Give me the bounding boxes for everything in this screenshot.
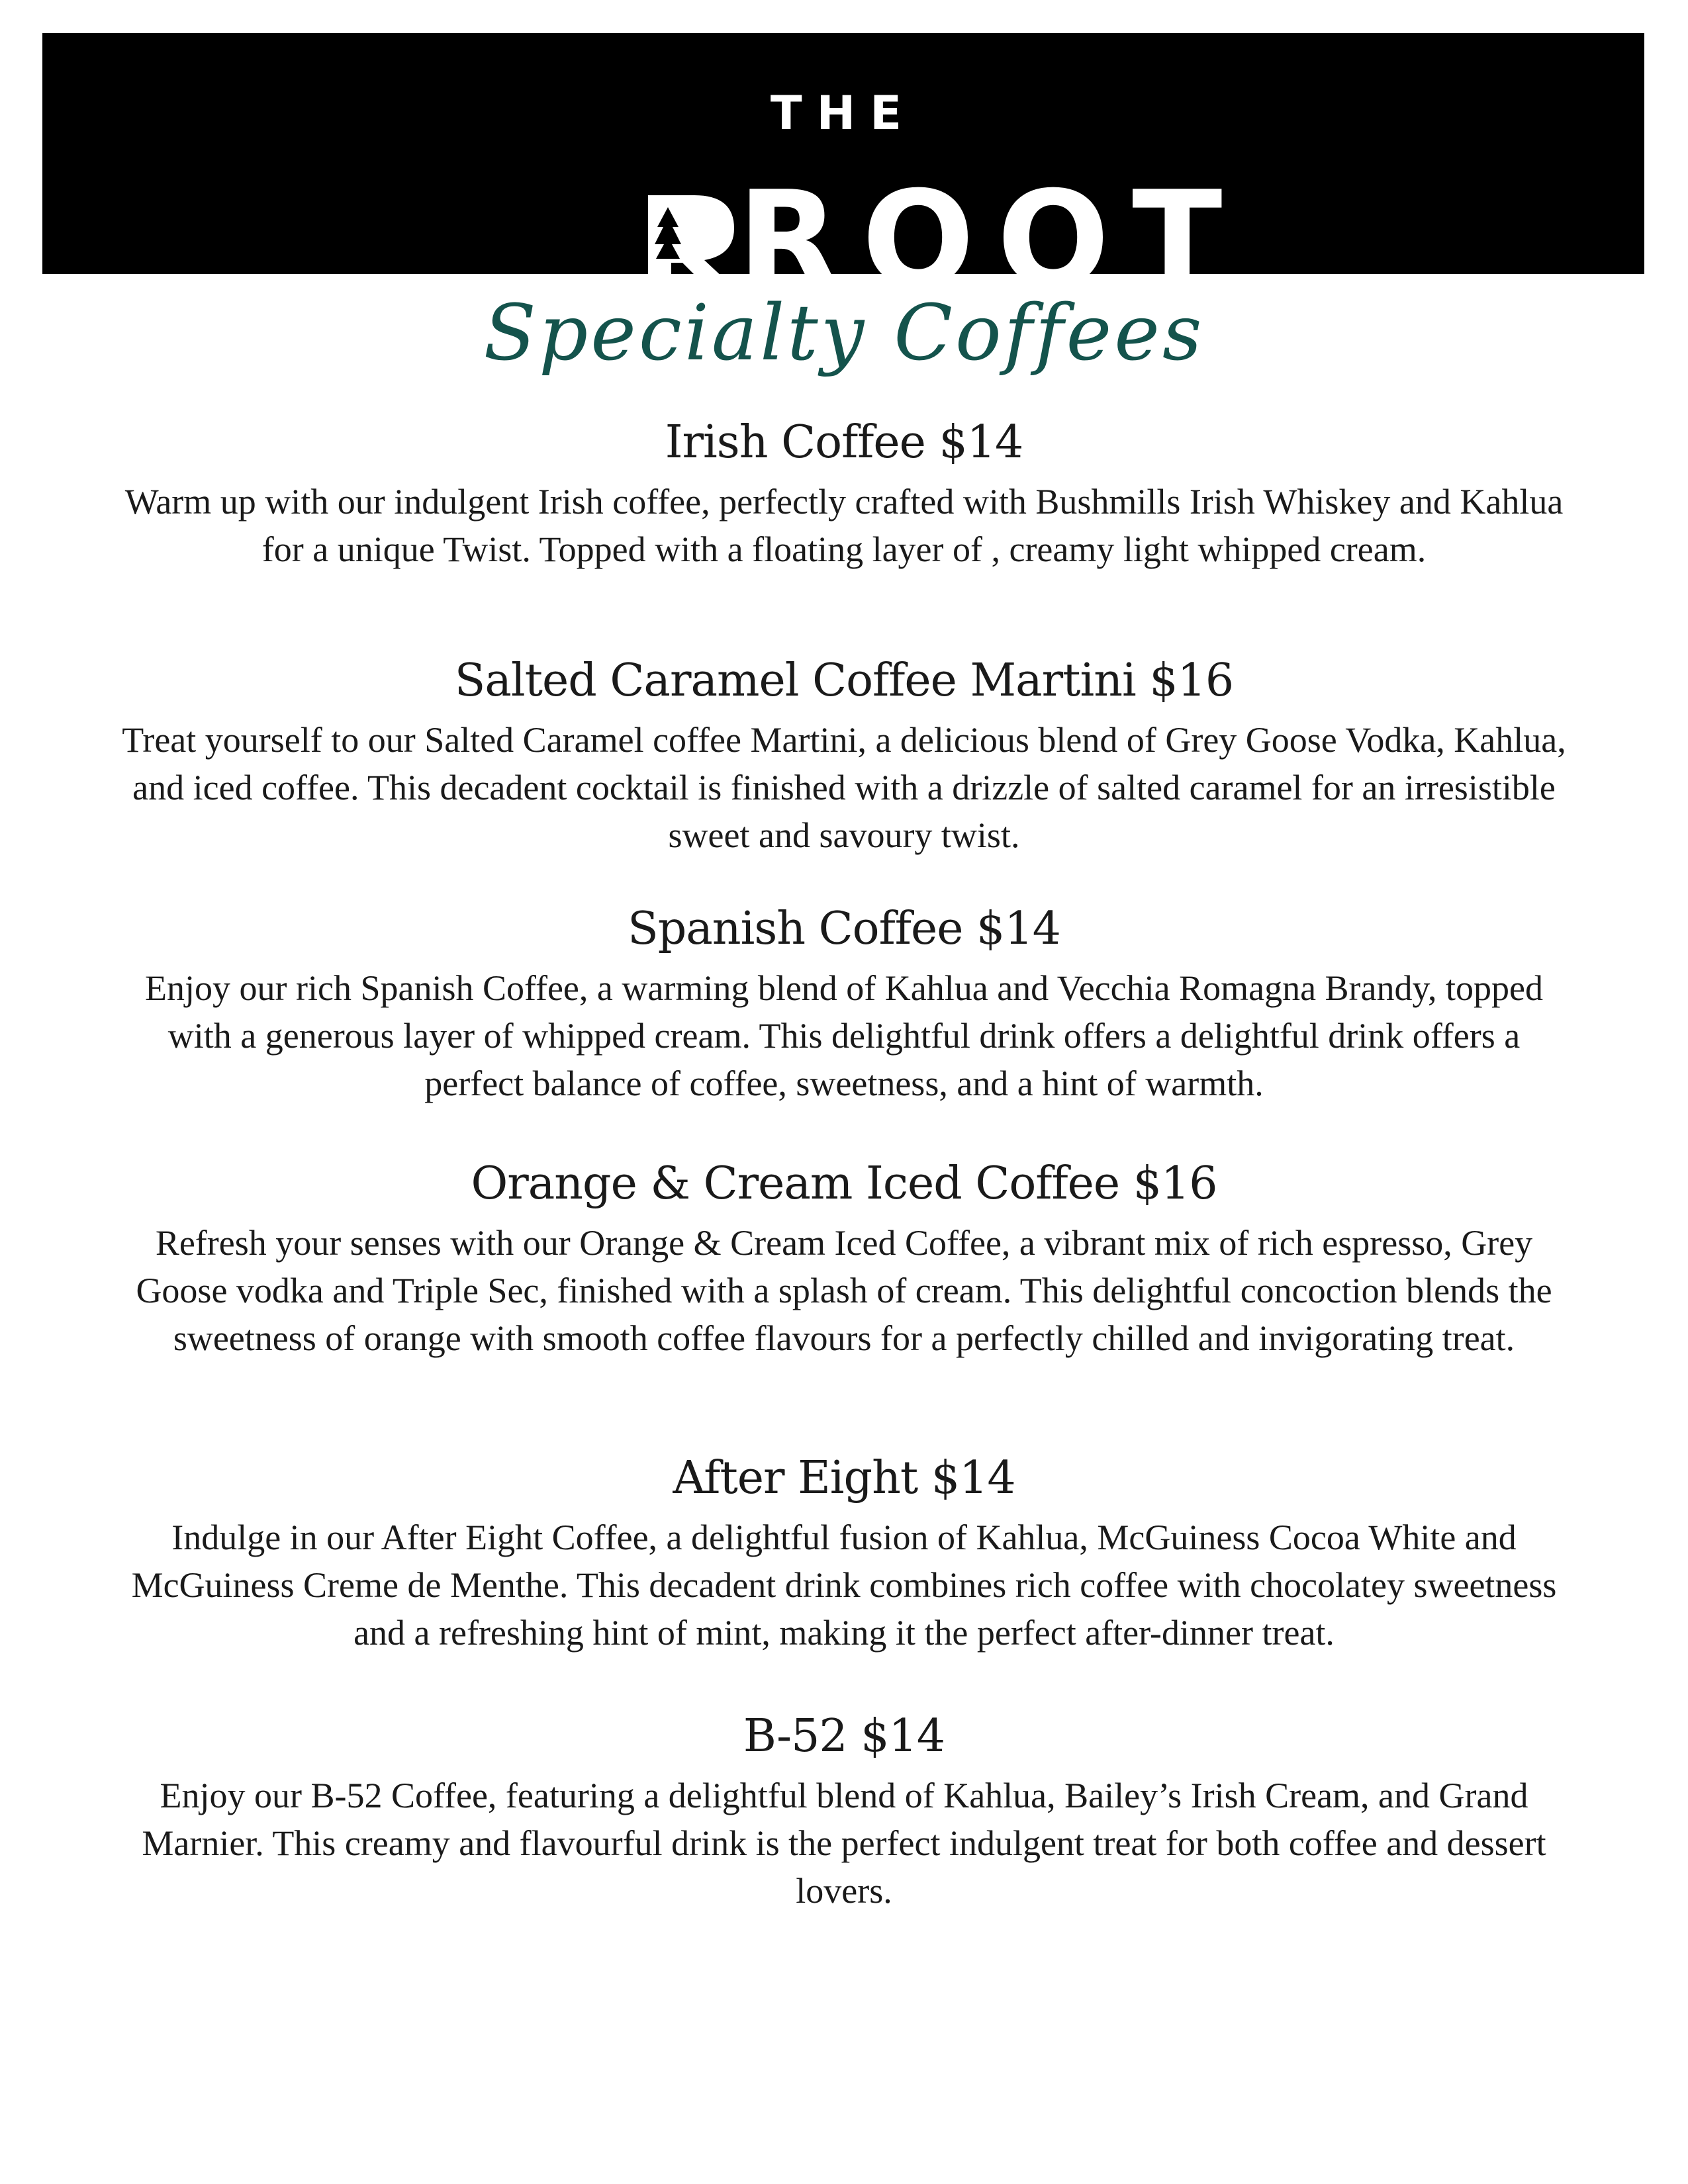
item-name: Salted Caramel Coffee Martini $16 (454, 655, 1234, 707)
menu-title: Specialty Coffees (483, 289, 1205, 378)
item-description: Treat yourself to our Salted Caramel coffee Martini, a delicious blend of Grey Goose Vodka, Kahlua, and iced coffee. This decadent cocktail is finished with a drizzle of salted caramel for an irresistible sweet and savoury twist. (122, 720, 1566, 856)
item-description: Enjoy our B-52 Coffee, featuring a delightful blend of Kahlua, Bailey’s Irish Cream, and Grand Marnier. This creamy and flavourful drink is the perfect indulgent treat for both coffee and dessert lovers. (142, 1776, 1546, 1911)
item-description: Warm up with our indulgent Irish coffee, perfectly crafted with Bushmills Irish Whiskey and Kahlua for a unique Twist. Topped with a floating layer of , creamy light whipped cream. (124, 482, 1564, 570)
item-name: After Eight $14 (673, 1452, 1015, 1504)
item-description: Refresh your senses with our Orange & Cream Iced Coffee, a vibrant mix of rich espresso, Grey Goose vodka and Triple Sec, finished with a splash of cream. This delightful concoction blends the sweetness of orange with smooth coffee flavours for a perfectly chilled and invigorating treat. (136, 1223, 1552, 1359)
item-name: Spanish Coffee $14 (628, 903, 1060, 955)
item-description: Indulge in our After Eight Coffee, a delightful fusion of Kahlua, McGuiness Cocoa White and McGuiness Creme de Menthe. This decadent drink combines rich coffee with chocolatey sweetness and a refreshing hint of mint, making it the perfect after-dinner treat. (131, 1518, 1557, 1653)
menu-item (119, 1711, 1569, 1915)
header-band (42, 33, 1644, 317)
menu-item (119, 655, 1569, 859)
tree-r-logo-icon (641, 189, 741, 295)
menu-item (119, 1158, 1569, 1362)
brand-the: THE (770, 86, 917, 140)
item-name: Orange & Cream Iced Coffee $16 (471, 1158, 1217, 1210)
menu-item (119, 903, 1569, 1107)
menu-item (119, 1453, 1569, 1657)
item-name: B-52 $14 (743, 1710, 945, 1762)
brand-logo (641, 163, 1245, 317)
item-description: Enjoy our rich Spanish Coffee, a warming blend of Kahlua and Vecchia Romagna Brandy, topped with a generous layer of whipped cream. This delightful drink offers a delightful drink offers a perfect balance of coffee, sweetness, and a hint of warmth. (145, 968, 1543, 1104)
item-name: Irish Coffee $14 (665, 416, 1023, 469)
menu-item (119, 417, 1569, 573)
brand-root: ROOT (737, 163, 1245, 317)
